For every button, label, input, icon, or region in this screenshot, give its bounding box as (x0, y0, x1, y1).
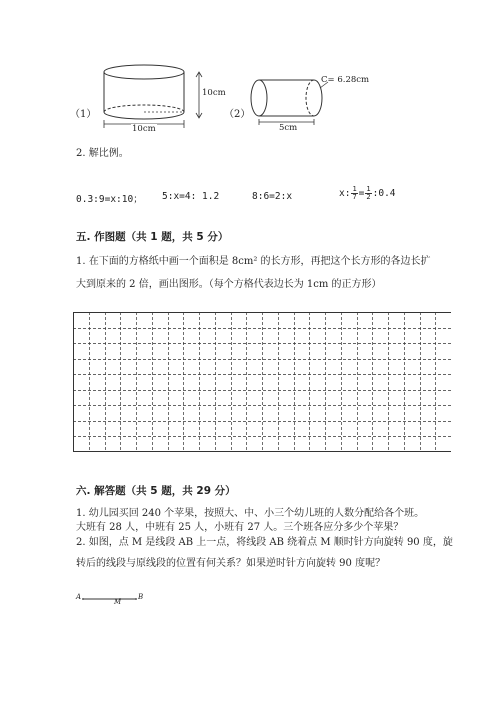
section-5-q1-line1: 1. 在下面的方格纸中画一个面积是 8cm² 的长方形，再把这个长方形的各边长扩 (76, 256, 431, 267)
section-5-q1-line2: 大到原来的 2 倍，画出图形。（每个方格代表边长为 1cm 的正方形） (76, 279, 382, 290)
section-6-heading: 六. 解答题（共 5 题，共 29 分） (76, 485, 236, 497)
fraction-1-7 (351, 186, 357, 201)
figure-2 (224, 72, 374, 136)
fraction-2-denominator: 2 (366, 193, 371, 201)
point-m-label: M (114, 598, 122, 606)
fraction-1-denominator: 7 (352, 193, 357, 201)
fraction-1-numerator: 1 (352, 185, 357, 193)
equation-4 (339, 186, 396, 201)
figure-1 (70, 62, 226, 134)
q2-title: 2. 解比例。 (76, 148, 129, 159)
fraction-2-numerator: 1 (366, 185, 371, 193)
point-b-label: B (138, 593, 144, 601)
section-6-q2-line2: 转后的线段与原线段的位置有何关系？如果逆时针方向旋转 90 度呢？ (76, 558, 386, 569)
grid-lines (73, 312, 451, 452)
segment-ab-diagram (76, 591, 156, 607)
equation-3: 8:6=2:x (252, 191, 293, 202)
square-grid-paper[interactable] (73, 312, 451, 452)
section-6-q2-line1: 2. 如图，点 M 是线段 AB 上一点，将线段 AB 绕着点 M 顺时针方向旋转 90 度，旋 (76, 537, 453, 548)
figure-2-circumference-label: C= 6.28cm (321, 75, 370, 85)
equation-4-equals: = (358, 188, 365, 199)
figure-2-length-label: 5cm (279, 123, 298, 133)
figure-1-label: （1） (70, 109, 97, 120)
equation-4-prefix: x: (339, 188, 351, 199)
figure-2-label: （2） (224, 109, 251, 120)
figure-1-height-label: 10cm (202, 88, 226, 98)
section-5-heading: 五. 作图题（共 1 题，共 5 分） (76, 231, 229, 243)
equation-4-suffix: :0.4 (372, 188, 396, 199)
fraction-1-2 (365, 186, 371, 201)
section-6-q1-line1: 1. 幼儿园买回 240 个苹果，按照大、中、小三个幼儿班的人数分配给各个班。 (76, 508, 425, 519)
point-a-label: A (76, 593, 82, 601)
equation-2: 5:x=4: 1.2 (162, 191, 220, 202)
equation-1: 0.3:9=x:10； (76, 194, 143, 205)
section-6-q1-line2: 大班有 28 人，中班有 25 人，小班有 27 人。三个班各应分多少个苹果？ (76, 522, 404, 533)
figure-1-width-label: 10cm (132, 124, 156, 134)
